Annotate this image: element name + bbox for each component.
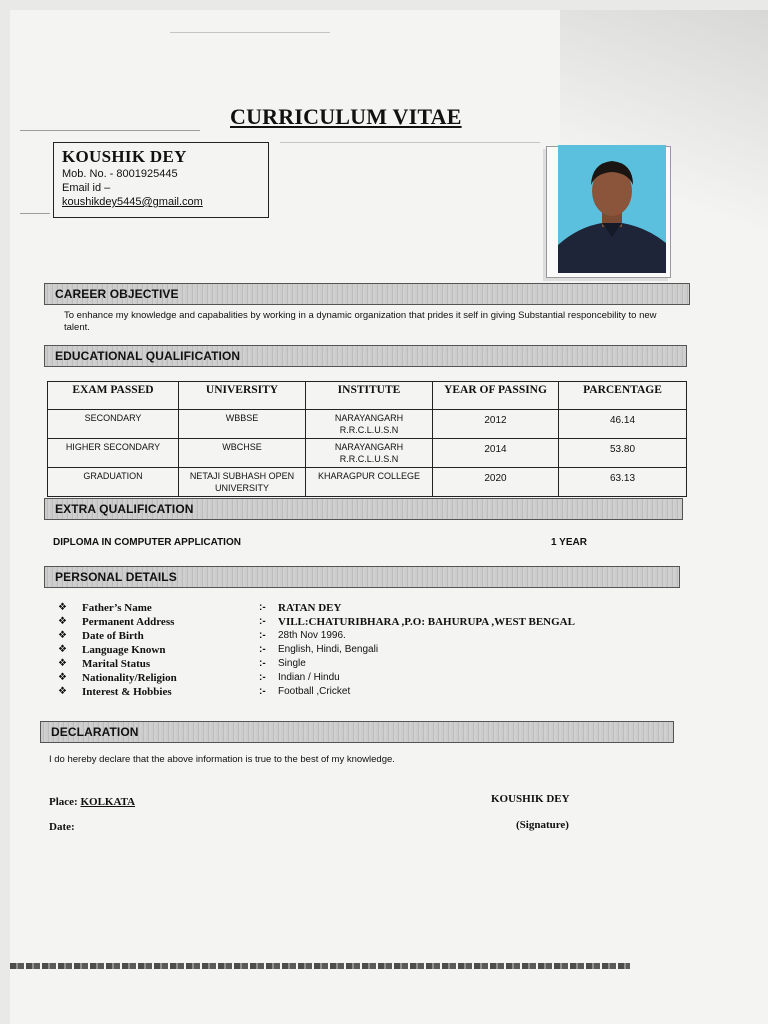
place-line: [49, 796, 135, 808]
personal-detail-row: [58, 686, 678, 700]
diamond-bullet-icon: ❖: [58, 644, 67, 655]
diamond-bullet-icon: ❖: [58, 630, 67, 641]
table-cell: SECONDARY: [48, 410, 179, 439]
table-header-row: [48, 382, 687, 410]
section-title: CAREER OBJECTIVE: [55, 287, 179, 301]
detail-label: Nationality/Religion: [82, 672, 177, 684]
personal-detail-row: [58, 616, 678, 630]
detail-label: Date of Birth: [82, 630, 144, 642]
signature-label: (Signature): [516, 819, 569, 831]
section-title: EXTRA QUALIFICATION: [55, 502, 194, 516]
place-label: Place:: [49, 796, 78, 808]
date-label: Date:: [49, 821, 75, 833]
personal-detail-row: [58, 644, 678, 658]
section-header-declaration: [40, 721, 674, 743]
email-address: koushikdey5445@gmail.com: [62, 196, 203, 208]
scan-noise: [280, 142, 540, 143]
column-header: PARCENTAGE: [559, 382, 687, 410]
table-row: [48, 468, 687, 497]
table-cell: 2020: [433, 468, 559, 497]
detail-separator: :-: [259, 658, 266, 669]
diamond-bullet-icon: ❖: [58, 658, 67, 669]
education-table: [47, 381, 687, 497]
personal-detail-row: [58, 672, 678, 686]
table-cell: NARAYANGARH R.R.C.L.U.S.N: [306, 439, 433, 468]
detail-separator: :-: [259, 644, 266, 655]
section-header-personal: [44, 566, 680, 588]
detail-separator: :-: [259, 672, 266, 683]
scan-noise: [170, 32, 330, 33]
applicant-name: KOUSHIK DEY: [62, 147, 187, 166]
table-cell: HIGHER SECONDARY: [48, 439, 179, 468]
signature-name: KOUSHIK DEY: [491, 793, 570, 805]
scan-noise: [20, 213, 50, 214]
table-cell: WBBSE: [179, 410, 306, 439]
contact-box: [53, 142, 269, 218]
profile-photo: [558, 145, 666, 273]
personal-detail-row: [58, 630, 678, 644]
detail-value: 28th Nov 1996.: [278, 630, 346, 641]
detail-separator: :-: [259, 630, 266, 641]
section-title: DECLARATION: [51, 725, 139, 739]
email-label: Email id –: [62, 182, 111, 194]
detail-value: RATAN DEY: [278, 602, 342, 614]
detail-label: Language Known: [82, 644, 166, 656]
column-header: EXAM PASSED: [48, 382, 179, 410]
table-row: [48, 410, 687, 439]
section-title: PERSONAL DETAILS: [55, 570, 177, 584]
detail-value: Football ,Cricket: [278, 686, 351, 697]
page-title: CURRICULUM VITAE: [230, 104, 462, 129]
section-header-extra: [44, 498, 683, 520]
extra-qualification-duration: 1 YEAR: [551, 537, 587, 548]
detail-label: Interest & Hobbies: [82, 686, 172, 698]
column-header: UNIVERSITY: [179, 382, 306, 410]
diamond-bullet-icon: ❖: [58, 686, 67, 697]
scan-noise: [20, 130, 200, 131]
detail-label: Permanent Address: [82, 616, 175, 628]
diamond-bullet-icon: ❖: [58, 602, 67, 613]
detail-label: Father’s Name: [82, 602, 152, 614]
table-cell: NARAYANGARH R.R.C.L.U.S.N: [306, 410, 433, 439]
detail-separator: :-: [259, 616, 266, 627]
detail-value: Indian / Hindu: [278, 672, 340, 683]
table-cell: 2014: [433, 439, 559, 468]
diamond-bullet-icon: ❖: [58, 672, 67, 683]
detail-separator: :-: [259, 602, 266, 613]
diamond-bullet-icon: ❖: [58, 616, 67, 627]
declaration-text: I do hereby declare that the above information is true to the best of my knowledge.: [49, 754, 395, 765]
section-title: EDUCATIONAL QUALIFICATION: [55, 349, 241, 363]
detail-value: VILL:CHATURIBHARA ,P.O: BAHURUPA ,WEST BENGAL: [278, 616, 575, 628]
mobile-number: Mob. No. - 8001925445: [62, 168, 178, 180]
detail-value: Single: [278, 658, 306, 669]
scan-edge-line: [10, 963, 630, 969]
section-header-career: [44, 283, 690, 305]
column-header: INSTITUTE: [306, 382, 433, 410]
table-cell: WBCHSE: [179, 439, 306, 468]
place-value: KOLKATA: [80, 796, 136, 808]
personal-detail-row: [58, 602, 678, 616]
table-cell: GRADUATION: [48, 468, 179, 497]
table-row: [48, 439, 687, 468]
personal-detail-row: [58, 658, 678, 672]
table-cell: KHARAGPUR COLLEGE: [306, 468, 433, 497]
table-cell: 63.13: [559, 468, 687, 497]
table-cell: NETAJI SUBHASH OPEN UNIVERSITY: [179, 468, 306, 497]
detail-label: Marital Status: [82, 658, 151, 670]
section-header-education: [44, 345, 687, 367]
extra-qualification-course: DIPLOMA IN COMPUTER APPLICATION: [53, 537, 241, 548]
detail-separator: :-: [259, 686, 266, 697]
table-cell: 2012: [433, 410, 559, 439]
table-cell: 53.80: [559, 439, 687, 468]
career-objective-text: To enhance my knowledge and capabalities by working in a dynamic organization that prides it self in giving Substantial responcebility to new talent.: [64, 310, 657, 333]
table-cell: 46.14: [559, 410, 687, 439]
detail-value: English, Hindi, Bengali: [278, 644, 379, 655]
column-header: YEAR OF PASSING: [433, 382, 559, 410]
